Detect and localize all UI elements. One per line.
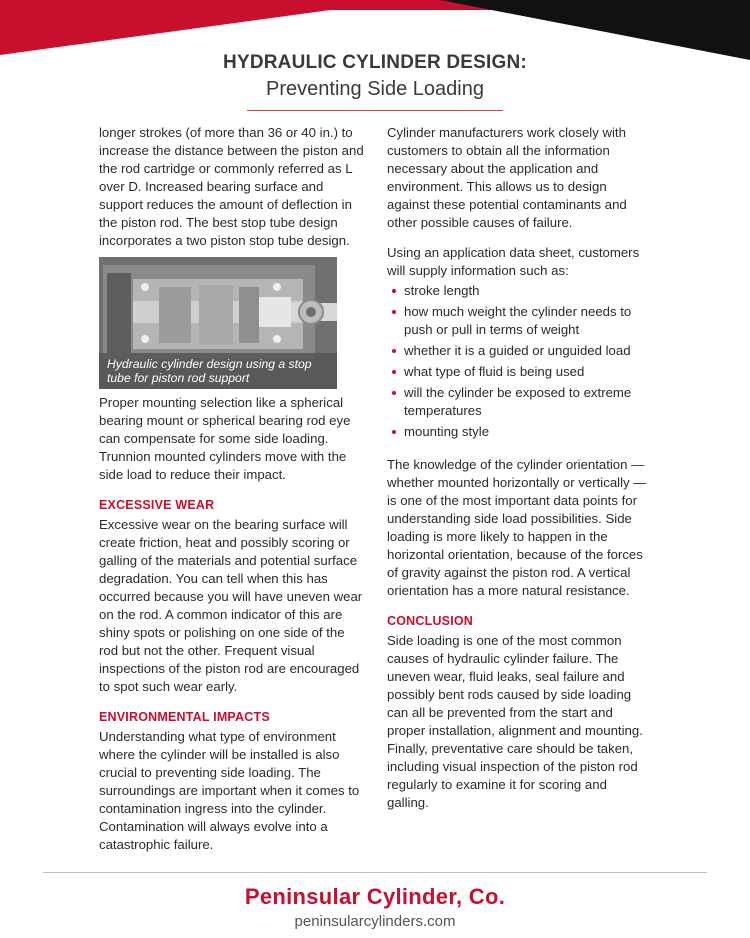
list-item: will the cylinder be exposed to extreme temperatures [387, 384, 652, 420]
list-item: how much weight the cylinder needs to push or pull in terms of weight [387, 303, 652, 339]
data-sheet-paragraph: Using an application data sheet, customers will supply information such as: [387, 245, 640, 278]
company-name: Peninsular Cylinder, Co. [244, 884, 506, 909]
bullet-dot-icon [392, 391, 396, 395]
mounting-paragraph: Proper mounting selection like a spherical bearing mount or spherical bearing rod eye can compensate for some side loading. Trunnion mounted cylinders move with the side load to reduce their impact. [99, 395, 351, 482]
environmental-impacts-paragraph: Understanding what type of environment where the cylinder will be installed is also crucial to preventing side loading. The surroundings are important when it comes to contamination ingress into the cylinder. Contamination will always evolve into a catastrophic failure. [99, 729, 360, 852]
excessive-wear-paragraph: Excessive wear on the bearing surface will create friction, heat and possibly scoring or galling of the materials and potential surface degradation. You can tell when this has occurred because you will have uneven wear on the rod. A common indicator of this are shiny spots or polishing on one side of the rod but not the other. Frequent visual inspections of the piston rod are encouraged to spot such wear early. [99, 517, 363, 694]
page-subtitle: Preventing Side Loading [266, 78, 484, 100]
page-title: HYDRAULIC CYLINDER DESIGN: [223, 52, 527, 73]
bullet-dot-icon [392, 430, 396, 434]
header-banner [0, 0, 750, 60]
info-bullet-list [387, 282, 652, 441]
figure-caption: Hydraulic cylinder design using a stop tube for piston rod support [107, 357, 312, 385]
excessive-wear-heading: EXCESSIVE WEAR [99, 498, 215, 512]
title-block [0, 52, 750, 111]
website-link[interactable]: peninsularcylinders.com [294, 913, 456, 930]
list-item: whether it is a guided or unguided load [387, 342, 652, 360]
list-item: mounting style [387, 423, 652, 441]
footer [0, 884, 750, 930]
conclusion-paragraph: Side loading is one of the most common causes of hydraulic cylinder failure. The uneven wear, fluid leaks, seal failure and possibly bent rods caused by side loading can all be prevented from the start and proper installation, alignment and mounting. Finally, preventative care should be taken, including visual inspection of the piston rod regularly to examine it for scoring and galling. [387, 633, 643, 810]
manufacturers-paragraph: Cylinder manufacturers work closely with customers to obtain all the information necessary about the application and environment. This allows us to design against these potential contaminants and other possible causes of failure. [387, 125, 627, 230]
conclusion-heading: CONCLUSION [387, 614, 474, 628]
bullet-dot-icon [392, 370, 396, 374]
list-item: stroke length [387, 282, 652, 300]
bullet-dot-icon [392, 310, 396, 314]
footer-divider [43, 872, 707, 873]
title-divider [247, 110, 503, 111]
intro-paragraph: longer strokes (of more than 36 or 40 in.) to increase the distance between the piston and the rod cartridge or commonly referred as L over D. Increased bearing surface and support reduces the amount of deflection in the piston rod. The best stop tube design incorporates a two piston stop tube design. [99, 125, 364, 248]
bullet-dot-icon [392, 289, 396, 293]
list-item: what type of fluid is being used [387, 363, 652, 381]
left-column [99, 124, 364, 854]
cylinder-figure [99, 257, 337, 389]
right-column [387, 124, 652, 812]
environmental-impacts-heading: ENVIRONMENTAL IMPACTS [99, 710, 270, 724]
orientation-paragraph: The knowledge of the cylinder orientation — whether mounted horizontally or vertically — is one of the most important data points for understanding side load possibilities. Side loading is more likely to happen in the horizontal orientation, because of the forces of gravity against the piston rod. A vertical orientation has a more natural resistance. [387, 457, 647, 598]
bullet-dot-icon [392, 349, 396, 353]
